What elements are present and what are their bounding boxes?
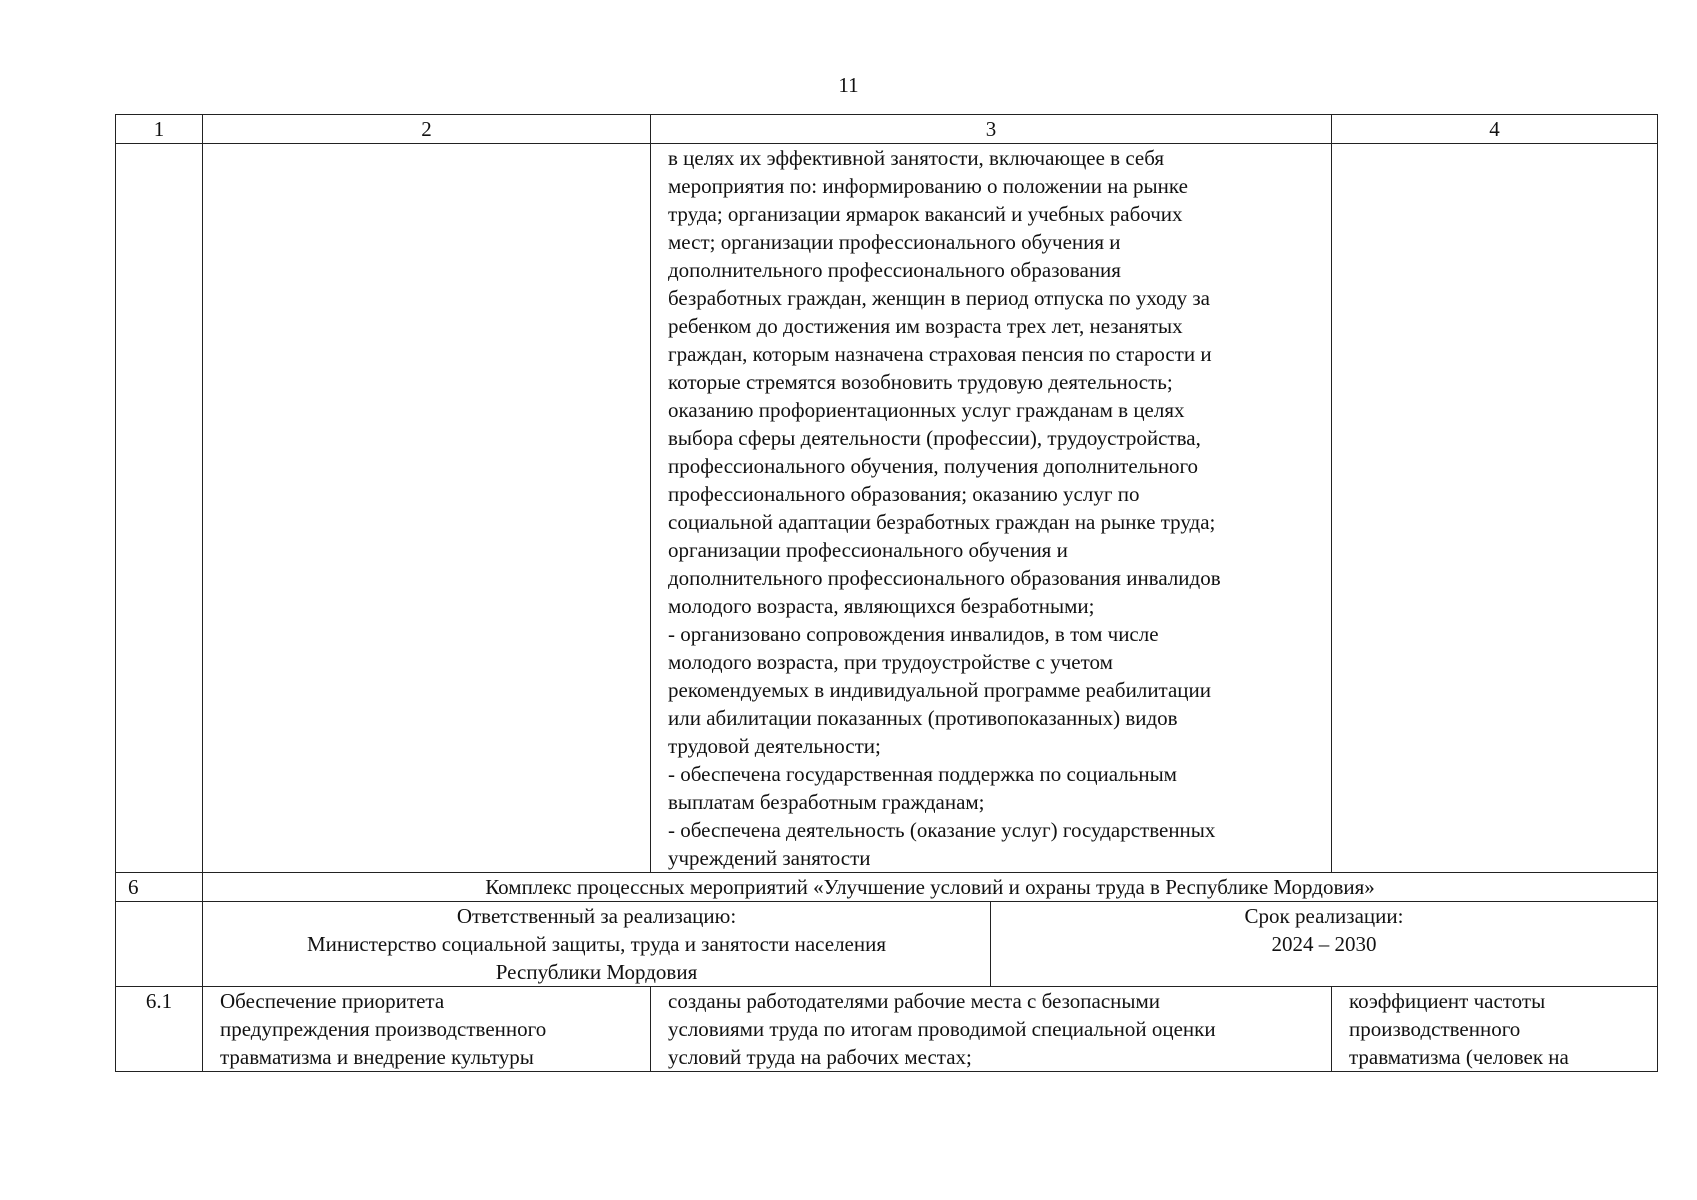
text-line: организации профессионального обучения и [668,538,1068,562]
text-line: граждан, которым назначена страховая пенсия по старости и [668,342,1212,366]
text-line: коэффициент частоты [1349,989,1546,1013]
text-line: условий труда на рабочих местах; [668,1045,972,1069]
text-line: ребенком до достижения им возраста трех лет, незанятых [668,314,1183,338]
section-6-number: 6 [116,873,203,902]
text-line: травматизма и внедрение культуры [220,1045,534,1069]
section-6-empty-cell [116,902,203,987]
row-6-1-task [203,987,651,1072]
column-number-3: 3 [651,115,1332,144]
text-line: условиями труда по итогам проводимой специальной оценки [668,1017,1216,1041]
column-number-2: 2 [203,115,651,144]
text-line: оказанию профориентационных услуг гражданам в целях [668,398,1185,422]
measures-table [115,114,1658,1072]
column-number-row [116,115,1658,144]
text-line: мероприятия по: информированию о положении на рынке [668,174,1188,198]
column-number-4: 4 [1332,115,1658,144]
row-6-1-indicator [1332,987,1658,1072]
text-line: травматизма (человек на [1349,1045,1569,1069]
column-number-1: 1 [116,115,203,144]
text-line: Обеспечение приоритета [220,989,445,1013]
text-line: производственного [1349,1017,1521,1041]
row-6-1-results [651,987,1332,1072]
section-6-responsible [203,902,991,987]
continuation-col2 [203,144,651,873]
text-line: мест; организации профессионального обучения и [668,230,1121,254]
text-line: дополнительного профессионального образования [668,258,1121,282]
text-line: - обеспечена деятельность (оказание услуг) государственных [668,818,1216,842]
continuation-results-text [651,144,1332,873]
text-line: выплатам безработным гражданам; [668,790,985,814]
text-line: профессионального обучения, получения дополнительного [668,454,1199,478]
section-6-title: Комплекс процессных мероприятий «Улучшение условий и охраны труда в Республике Мордовия» [203,873,1658,902]
continuation-row [116,144,1658,873]
page-number: 11 [838,73,859,97]
text-line: дополнительного профессионального образования инвалидов [668,566,1221,590]
continuation-col4 [1332,144,1658,873]
term-label: Срок реализации: [1244,904,1404,928]
row-6-1-number: 6.1 [116,987,203,1072]
text-line: молодого возраста, являющихся безработными; [668,594,1095,618]
text-line: профессионального образования; оказанию услуг по [668,482,1140,506]
text-line: которые стремятся возобновить трудовую деятельность; [668,370,1173,394]
text-line: предупреждения производственного [220,1017,547,1041]
responsible-label: Ответственный за реализацию: [456,904,737,928]
text-line: молодого возраста, при трудоустройстве с учетом [668,650,1113,674]
text-line: труда; организации ярмарок вакансий и учебных рабочих [668,202,1183,226]
text-line: созданы работодателями рабочие места с безопасными [668,989,1161,1013]
text-line: выбора сферы деятельности (профессии), трудоустройства, [668,426,1201,450]
section-6-responsible-row [116,902,1658,987]
responsible-org: Министерство социальной защиты, труда и занятости населения [306,932,887,956]
text-line: в целях их эффективной занятости, включающее в себя [668,146,1165,170]
text-line: социальной адаптации безработных граждан на рынке труда; [668,510,1216,534]
text-line: - организовано сопровождения инвалидов, в том числе [668,622,1159,646]
text-line: учреждений занятости [668,846,871,870]
section-6-title-row [116,873,1658,902]
responsible-org: Республики Мордовия [495,960,698,984]
text-line: - обеспечена государственная поддержка по социальным [668,762,1177,786]
text-line: трудовой деятельности; [668,734,881,758]
term-value: 2024 – 2030 [1271,932,1377,956]
text-line: безработных граждан, женщин в период отпуска по уходу за [668,286,1211,310]
continuation-col1 [116,144,203,873]
text-line: рекомендуемых в индивидуальной программе реабилитации [668,678,1212,702]
row-6-1 [116,987,1658,1072]
section-6-term [991,902,1658,987]
text-line: или абилитации показанных (противопоказанных) видов [668,706,1178,730]
